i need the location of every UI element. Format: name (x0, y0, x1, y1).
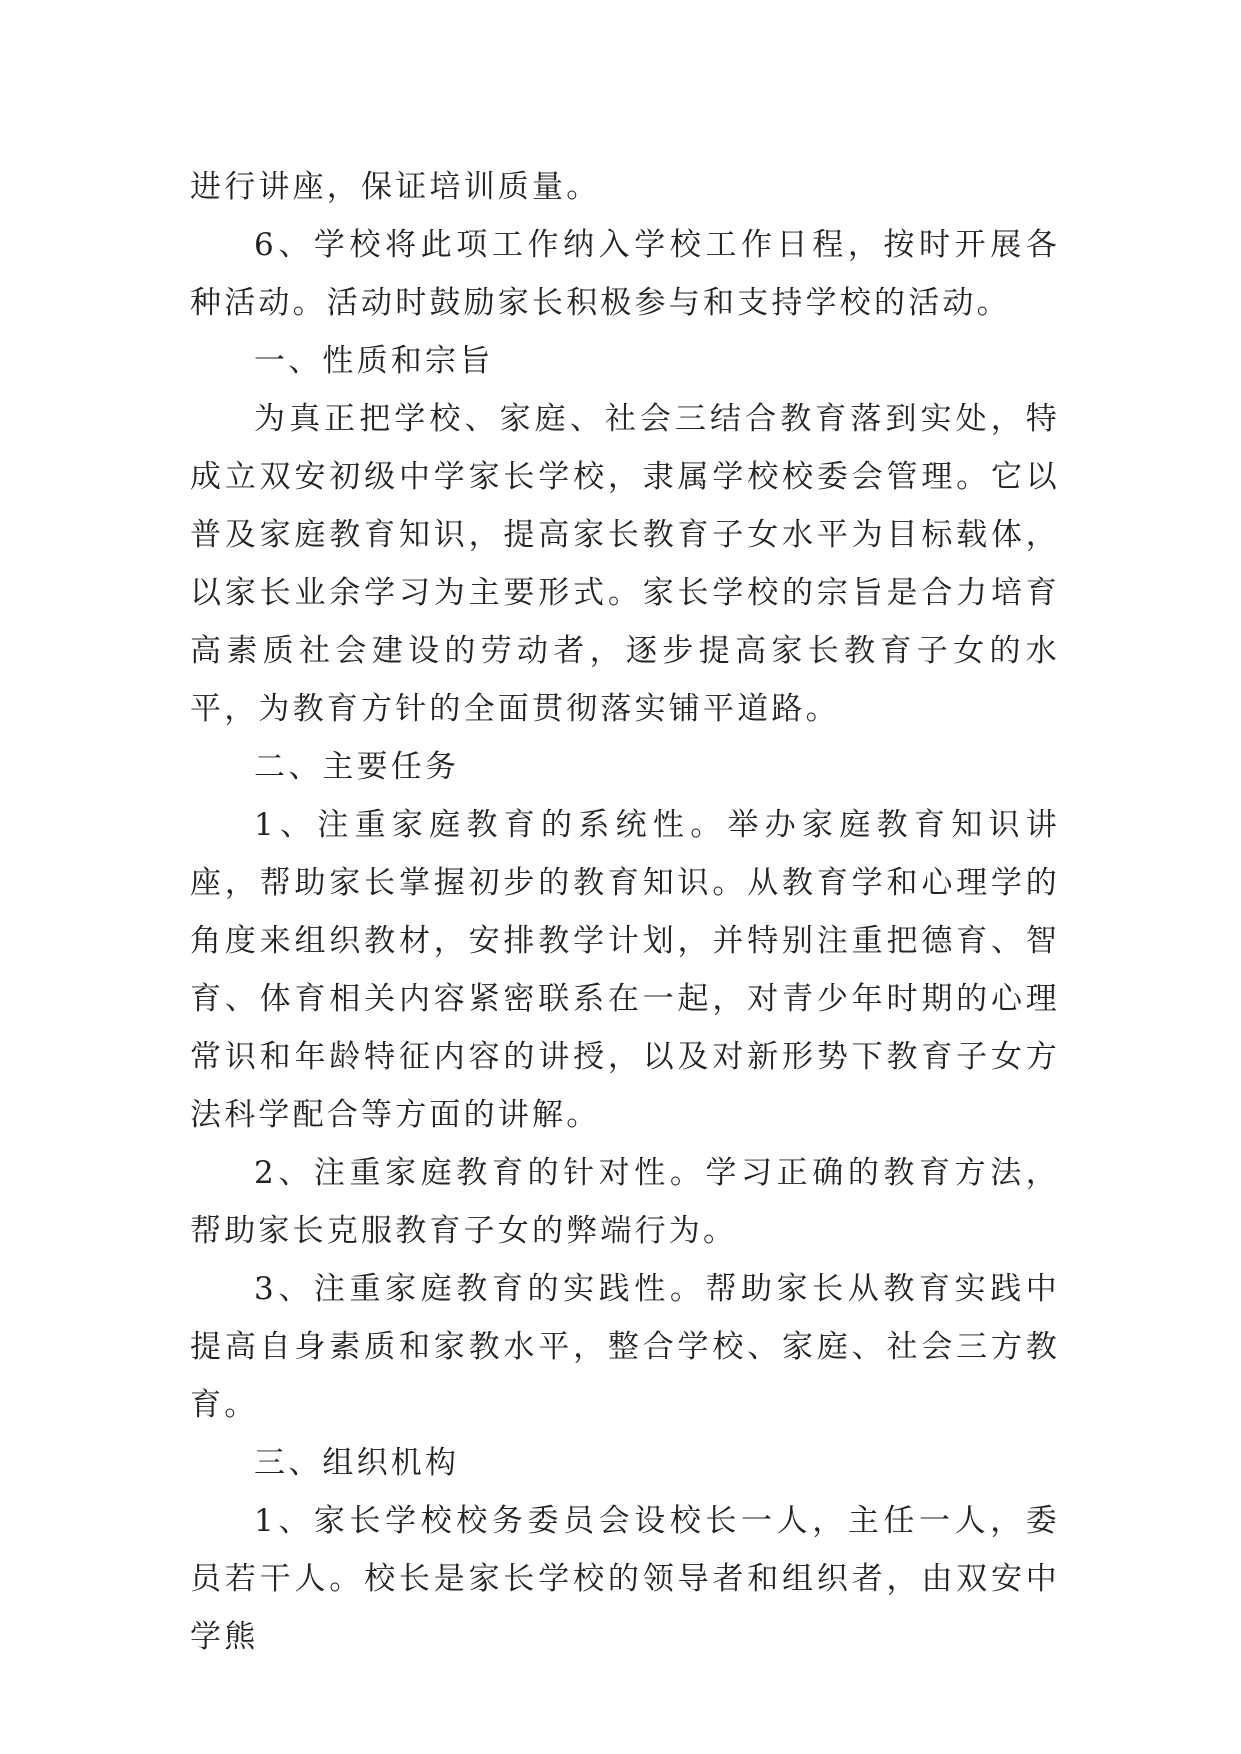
section-heading-organization: 三、组织机构 (254, 1445, 460, 1481)
paragraph-organization-1: 1、家长学校校务委员会设校长一人，主任一人，委员若干人。校长是家长学校的领导者和组织者，由双安中学熊 (190, 1503, 1060, 1655)
paragraph-continuation: 进行讲座，保证培训质量。 (190, 169, 601, 205)
paragraph-item-6: 6、学校将此项工作纳入学校工作日程，按时开展各种活动。活动时鼓励家长积极参与和支持学校的活动。 (190, 227, 1060, 321)
paragraph-nature-purpose: 为真正把学校、家庭、社会三结合教育落到实处，特成立双安初级中学家长学校，隶属学校校委会管理。它以普及家庭教育知识，提高家长教育子女水平为目标载体，以家长业余学习为主要形式。家长学校的宗旨是合力培育高素质社会建设的劳动者，逐步提高家长教育子女的水平，为教育方针的全面贯彻落实铺平道路。 (190, 401, 1060, 727)
document-body (190, 158, 1060, 1666)
section-heading-nature-purpose: 一、性质和宗旨 (254, 343, 494, 379)
section-heading-main-tasks: 二、主要任务 (254, 749, 460, 785)
paragraph-task-1: 1、注重家庭教育的系统性。举办家庭教育知识讲座，帮助家长掌握初步的教育知识。从教育学和心理学的角度来组织教材，安排教学计划，并特别注重把德育、智育、体育相关内容紧密联系在一起，对青少年时期的心理常识和年龄特征内容的讲授，以及对新形势下教育子女方法科学配合等方面的讲解。 (190, 807, 1060, 1133)
paragraph-task-3: 3、注重家庭教育的实践性。帮助家长从教育实践中提高自身素质和家教水平，整合学校、家庭、社会三方教育。 (190, 1271, 1060, 1423)
paragraph-task-2: 2、注重家庭教育的针对性。学习正确的教育方法，帮助家长克服教育子女的弊端行为。 (190, 1155, 1060, 1249)
